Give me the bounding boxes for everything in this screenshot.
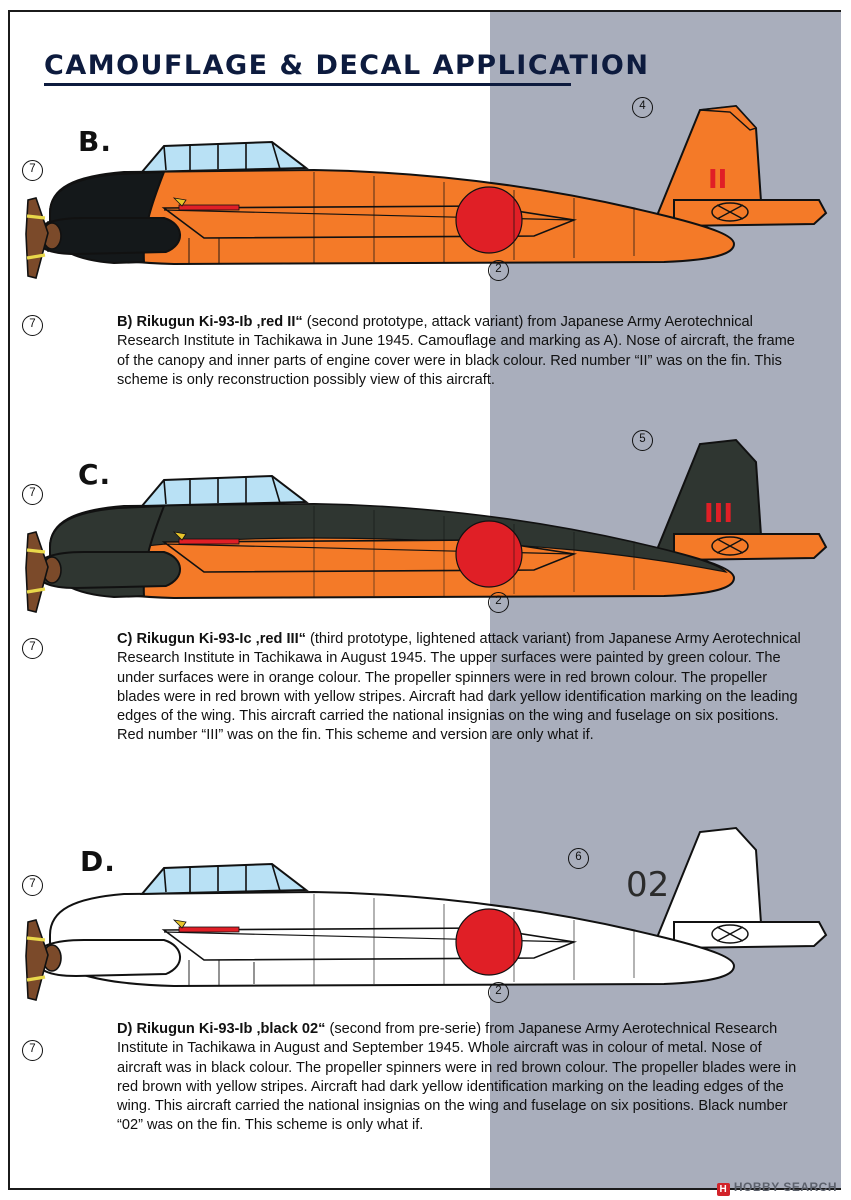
callout-7-d-top: 7 [22,875,43,896]
callout-2-d: 2 [488,982,509,1003]
watermark-footer [717,1180,837,1196]
callout-7-c-top: 7 [22,484,43,505]
callout-7-d-bottom: 7 [22,1040,43,1061]
svg-text:III: III [704,499,734,529]
callout-7-b-bottom: 7 [22,315,43,336]
callout-2-b: 2 [488,260,509,281]
callout-7-c-bottom: 7 [22,638,43,659]
scheme-b-description-bold: B) Rikugun Ki-93-Ib ‚red II“ [117,314,303,330]
aircraft-profile-d [14,770,834,1020]
callout-2-c: 2 [488,592,509,613]
scheme-c-description [117,630,807,746]
callout-6-d: 6 [568,848,589,869]
aircraft-profile-b [14,48,834,298]
scheme-b-description-body: (second prototype, attack variant) from Japanese Army Aerotechnical Research Institute in Tachikawa in June 1945. Camouflage and marking as A). Nose of aircraft, the frame of the canopy and inner parts of engine cover were in black colour. Red number “II” was on the fin. This scheme is only reconstruction possibly view of this aircraft. [117,314,795,388]
scheme-c-description-body: (third prototype, lightened attack variant) from Japanese Army Aerotechnical Research Institute in Tachikawa in August 1945. The upper surfaces were painted by green colour. The under surfaces were in orange colour. The propeller spinners were in red brown colour. The propeller blades were in red brown with yellow stripes. Aircraft had dark yellow identification marking on the leading edges of the wing. This aircraft carried the national insignias on the wing and fuselage on six positions. Red number “III” was on the fin. This scheme and version are only what if. [117,631,801,744]
callout-7-b-top: 7 [22,160,43,181]
hobby-search-logo-icon: H [717,1183,730,1196]
scheme-b-description [117,313,807,390]
callout-4-b: 4 [632,97,653,118]
watermark-text: HOBBY SEARCH [733,1180,837,1194]
callout-5-c: 5 [632,430,653,451]
svg-text:II: II [708,165,728,195]
scheme-d-description-body: (second from pre-serie) from Japanese Army Aerotechnical Research Institute in Tachikawa in August and September 1945. Whole aircraft was in colour of metal. Nose of aircraft was in black colour. The propeller spinners were in red brown colour. The propeller blades were in red brown with yellow stripes. Aircraft had dark yellow identification marking on the leading edges of the wing. This aircraft carried the national insignias on the wing and fuselage on six positions. Black number “02” was on the fin. This scheme is only what if. [117,1021,797,1134]
aircraft-profile-c [14,382,834,632]
scheme-c-description-bold: C) Rikugun Ki-93-Ic ‚red III“ [117,631,306,647]
scheme-d-description [117,1020,807,1136]
scheme-d-description-bold: D) Rikugun Ki-93-Ib ‚black 02“ [117,1021,326,1037]
scheme-b-letter: B. [78,125,112,158]
scheme-c-letter: C. [78,458,112,491]
svg-text:02: 02 [626,865,670,905]
page-title: CAMOUFLAGE & DECAL APPLICATION [44,50,650,81]
scheme-d-letter: D. [80,845,116,878]
